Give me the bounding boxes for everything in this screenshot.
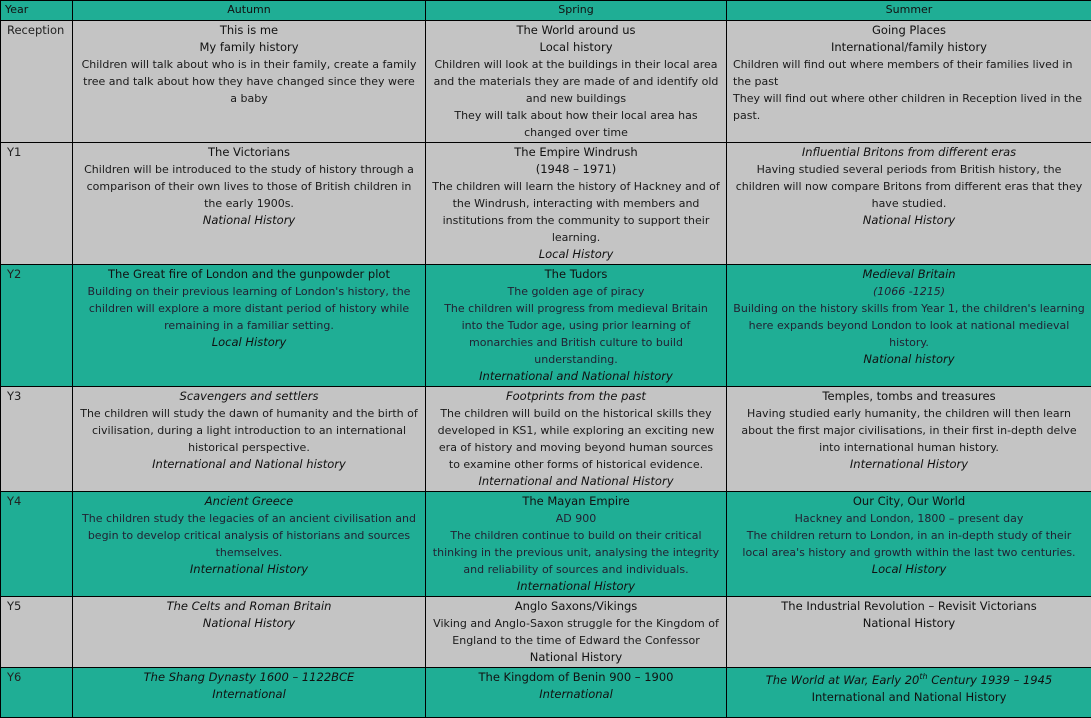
topic-category: International History — [432, 578, 720, 595]
header-spring: Spring — [426, 1, 727, 21]
topic-subtitle: (1066 -1215) — [733, 283, 1085, 300]
topic-subtitle: The golden age of piracy — [432, 283, 720, 300]
autumn-cell — [73, 492, 426, 597]
topic-description: Children will be introduced to the study of history through a comparison of their own lives to those of British children in the early 1900s. — [79, 161, 419, 212]
topic-title-part: Century 1939 – 1945 — [928, 673, 1053, 687]
topic-category: Local History — [733, 561, 1085, 578]
year-cell: Y4 — [1, 492, 73, 597]
topic-title: The Empire Windrush — [432, 144, 720, 161]
topic-description: The children will study the dawn of humanity and the birth of civilisation, during a light introduction to an international historical perspective. — [79, 405, 419, 456]
topic-title: The Mayan Empire — [432, 493, 720, 510]
topic-description: The children continue to build on their critical thinking in the previous unit, analysing the integrity and reliability of sources and individuals. — [432, 527, 720, 578]
topic-title: Temples, tombs and treasures — [733, 388, 1085, 405]
topic-category: Local History — [79, 334, 419, 351]
spring-cell — [426, 21, 727, 143]
topic-title: The Kingdom of Benin 900 – 1900 — [432, 669, 720, 686]
topic-category: International History — [79, 561, 419, 578]
topic-description: The children return to London, in an in-depth study of their local area's history and growth within the last two centuries. — [733, 527, 1085, 561]
topic-title: The Victorians — [79, 144, 419, 161]
topic-subtitle: Hackney and London, 1800 – present day — [733, 510, 1085, 527]
topic-title-superscript: th — [919, 672, 927, 681]
topic-description: Viking and Anglo-Saxon struggle for the Kingdom of England to the time of Edward the Confessor — [432, 615, 720, 649]
autumn-cell — [73, 597, 426, 668]
summer-cell — [727, 668, 1091, 718]
topic-title: Ancient Greece — [79, 493, 419, 510]
topic-category: National History — [432, 649, 720, 666]
topic-category: International — [79, 686, 419, 703]
topic-category: Local History — [432, 246, 720, 263]
topic-description: The children will learn the history of Hackney and of the Windrush, interacting with members and institutions from the community to support their learning. — [432, 178, 720, 246]
autumn-cell — [73, 387, 426, 492]
topic-title: Influential Britons from different eras — [733, 144, 1085, 161]
topic-subtitle: International/family history — [733, 39, 1085, 56]
autumn-cell — [73, 265, 426, 387]
spring-cell — [426, 668, 727, 718]
summer-cell — [727, 387, 1091, 492]
header-autumn: Autumn — [73, 1, 426, 21]
year-cell: Y1 — [1, 143, 73, 265]
spring-cell — [426, 597, 727, 668]
year-cell: Y5 — [1, 597, 73, 668]
topic-title-part: The World at War, Early 20 — [766, 673, 920, 687]
topic-description: Children will find out where members of their families lived in the past — [733, 56, 1085, 90]
table-row — [1, 21, 1091, 143]
topic-description: They will find out where other children in Reception lived in the past. — [733, 90, 1085, 124]
table-row — [1, 143, 1091, 265]
topic-title: The World around us — [432, 22, 720, 39]
topic-subtitle: (1948 – 1971) — [432, 161, 720, 178]
spring-cell — [426, 265, 727, 387]
topic-category: National History — [79, 615, 419, 632]
topic-category: International and National History — [432, 473, 720, 490]
topic-title: This is me — [79, 22, 419, 39]
topic-title: The Great fire of London and the gunpowder plot — [79, 266, 419, 283]
topic-description: The children study the legacies of an ancient civilisation and begin to develop critical analysis of historians and sources themselves. — [79, 510, 419, 561]
topic-description: Having studied early humanity, the children will then learn about the first major civilisations, in their first in-depth delve into international human history. — [733, 405, 1085, 456]
topic-category: National History — [79, 212, 419, 229]
topic-title: Anglo Saxons/Vikings — [432, 598, 720, 615]
topic-description: Children will look at the buildings in their local area and the materials they are made of and identify old and new buildings — [432, 56, 720, 107]
topic-title: Medieval Britain — [733, 266, 1085, 283]
spring-cell — [426, 143, 727, 265]
year-cell: Y6 — [1, 668, 73, 718]
topic-title: Footprints from the past — [432, 388, 720, 405]
topic-subtitle: My family history — [79, 39, 419, 56]
topic-title: Scavengers and settlers — [79, 388, 419, 405]
header-year: Year — [1, 1, 73, 21]
topic-title — [733, 672, 1085, 689]
autumn-cell — [73, 143, 426, 265]
topic-description: The children will progress from medieval Britain into the Tudor age, using prior learning of monarchies and British culture to build understanding. — [432, 300, 720, 368]
year-cell: Y3 — [1, 387, 73, 492]
topic-subtitle: AD 900 — [432, 510, 720, 527]
table-row — [1, 265, 1091, 387]
summer-cell — [727, 492, 1091, 597]
header-summer: Summer — [727, 1, 1091, 21]
table-row — [1, 387, 1091, 492]
topic-category: International and National history — [432, 368, 720, 385]
summer-cell — [727, 143, 1091, 265]
topic-category: National History — [733, 615, 1085, 632]
year-cell: Reception — [1, 21, 73, 143]
autumn-cell — [73, 668, 426, 718]
autumn-cell — [73, 21, 426, 143]
topic-category: International and National history — [79, 456, 419, 473]
summer-cell — [727, 597, 1091, 668]
topic-title: The Shang Dynasty 1600 – 1122BCE — [79, 669, 419, 686]
topic-title: Going Places — [733, 22, 1085, 39]
topic-description: Building on their previous learning of London's history, the children will explore a more distant period of history while remaining in a familiar setting. — [79, 283, 419, 334]
topic-title: The Industrial Revolution – Revisit Victorians — [733, 598, 1085, 615]
table-row — [1, 597, 1091, 668]
header-row — [1, 1, 1091, 21]
topic-description: Building on the history skills from Year 1, the children's learning here expands beyond London to look at national medieval history. — [733, 300, 1085, 351]
table-row — [1, 492, 1091, 597]
topic-title: The Celts and Roman Britain — [79, 598, 419, 615]
topic-subtitle: Local history — [432, 39, 720, 56]
spring-cell — [426, 492, 727, 597]
topic-category: National history — [733, 351, 1085, 368]
topic-category: International and National History — [733, 689, 1085, 706]
topic-description: The children will build on the historical skills they developed in KS1, while exploring an exciting new era of history and moving beyond human sources to examine other forms of historical evidence. — [432, 405, 720, 473]
topic-category: International History — [733, 456, 1085, 473]
table-row — [1, 668, 1091, 718]
year-cell: Y2 — [1, 265, 73, 387]
topic-title: Our City, Our World — [733, 493, 1085, 510]
topic-title: The Tudors — [432, 266, 720, 283]
spring-cell — [426, 387, 727, 492]
summer-cell — [727, 21, 1091, 143]
summer-cell — [727, 265, 1091, 387]
topic-description: Children will talk about who is in their family, create a family tree and talk about how they have changed since they were a baby — [79, 56, 419, 107]
topic-description: Having studied several periods from British history, the children will now compare Britons from different eras that they have studied. — [733, 161, 1085, 212]
topic-category: International — [432, 686, 720, 703]
topic-category: National History — [733, 212, 1085, 229]
topic-description: They will talk about how their local area has changed over time — [432, 107, 720, 141]
